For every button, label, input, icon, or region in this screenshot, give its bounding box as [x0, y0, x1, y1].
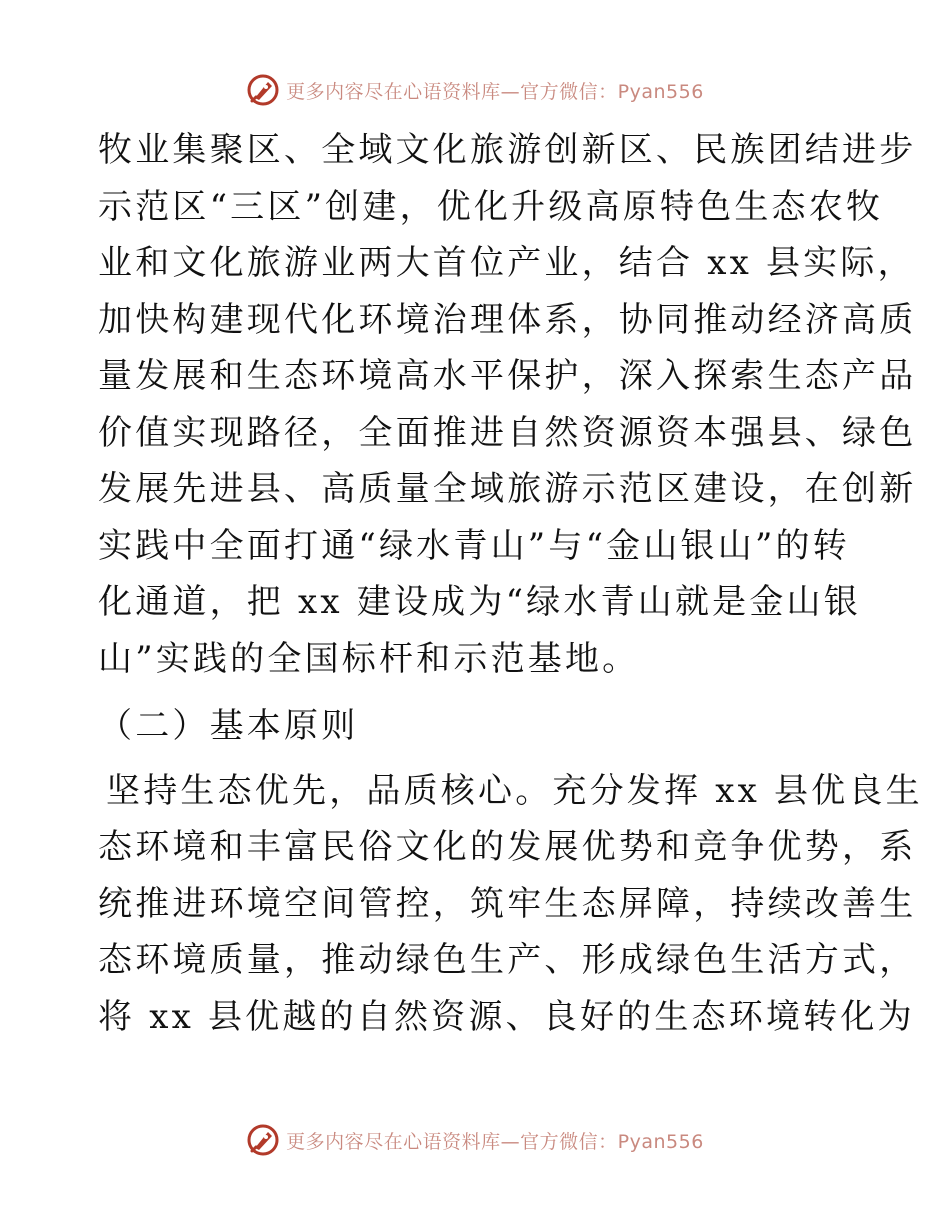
text-line: 态环境和丰富民俗文化的发展优势和竞争优势，系 — [98, 827, 917, 867]
text-line: 示范区“三区”创建，优化升级高原特色生态农牧 — [98, 186, 884, 227]
paragraph-2 — [98, 763, 923, 1046]
text-line: 量发展和生态环境高水平保护，深入探索生态产品 — [98, 356, 917, 396]
text-line: 牧业集聚区、全域文化旅游创新区、民族团结进步 — [98, 130, 917, 170]
text-line: 山”实践的全国标杆和示范基地。 — [98, 638, 640, 679]
text-line: 价值实现路径，全面推进自然资源资本强县、绿色 — [98, 412, 917, 453]
pen-nib-logo-icon — [246, 73, 280, 107]
document-body — [98, 122, 923, 1045]
section-heading: （二）基本原则 — [98, 706, 359, 746]
header-banner — [0, 70, 950, 110]
text-line: 将 xx 县优越的自然资源、良好的生态环境转化为 — [98, 996, 915, 1037]
pen-nib-logo-icon — [246, 1123, 280, 1157]
footer-banner-text: 更多内容尽在心语资料库—官方微信：Pyan556 — [286, 1130, 704, 1153]
text-line: 实践中全面打通“绿水青山”与“金山银山”的转 — [98, 525, 850, 566]
text-line: 统推进环境空间管控，筑牢生态屏障，持续改善生 — [98, 883, 917, 924]
text-line: 化通道，把 xx 建设成为“绿水青山就是金山银 — [98, 582, 861, 622]
text-line: 业和文化旅游业两大首位产业，结合 xx 县实际， — [98, 243, 915, 283]
text-line: 发展先进县、高质量全域旅游示范区建设，在创新 — [98, 469, 917, 509]
footer-banner — [0, 1120, 950, 1160]
header-banner-text: 更多内容尽在心语资料库—官方微信：Pyan556 — [286, 80, 704, 103]
text-line: 态环境质量，推动绿色生产、形成绿色生活方式， — [98, 940, 917, 980]
text-line: 加快构建现代化环境治理体系，协同推动经济高质 — [98, 299, 917, 340]
paragraph-1 — [98, 122, 917, 687]
text-line: 坚持生态优先，品质核心。充分发挥 xx 县优良生 — [106, 770, 923, 811]
